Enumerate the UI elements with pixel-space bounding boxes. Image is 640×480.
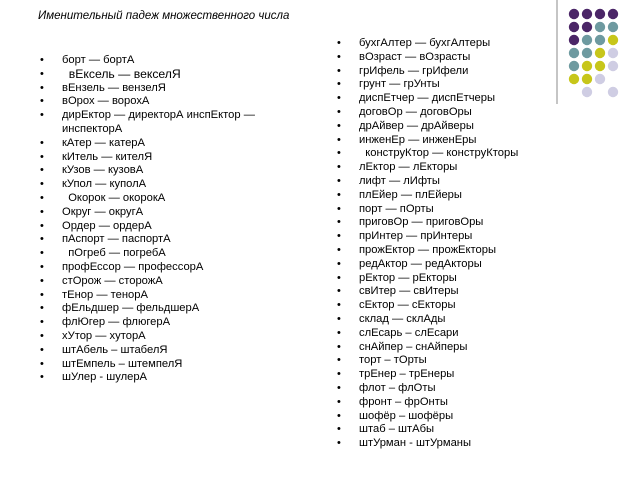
list-item: • вЕнзель — вензелЯ [40, 82, 290, 96]
list-item: • стОрож — сторожА [40, 275, 290, 289]
list-item: • кИтель — кителЯ [40, 151, 290, 165]
list-item: • прИнтер — прИнтеры [337, 230, 537, 244]
list-item: • склад — склАды [337, 313, 537, 327]
list-item: • диспЕтчер — диспЕтчеры [337, 92, 537, 106]
list-item: • борт — бортА [40, 54, 290, 68]
decorative-dot [608, 87, 618, 97]
decorative-dot [582, 22, 592, 32]
list-item: • плЕйер — плЕйеры [337, 189, 537, 203]
decorative-dot [595, 22, 605, 32]
list-item: • тЕнор — тенорА [40, 289, 290, 303]
list-item: • пОгреб — погребА [40, 247, 290, 261]
list-item: • вОрох — ворохА [40, 95, 290, 109]
list-item: • профЕссор — профессорА [40, 261, 290, 275]
list-item: • Ордер — ордерА [40, 220, 290, 234]
list-item: • лифт — лИфты [337, 175, 537, 189]
decorative-dot [569, 22, 579, 32]
list-item: • штУрман - штУрманы [337, 437, 537, 451]
list-item: • приговОр — приговОры [337, 216, 537, 230]
list-item: • торт – тОрты [337, 354, 537, 368]
list-item: • флот – флОты [337, 382, 537, 396]
list-item: • трЕнер – трЕнеры [337, 368, 537, 382]
decorative-dot [595, 48, 605, 58]
decorative-dot [582, 35, 592, 45]
list-item: • Окорок — окорокА [40, 192, 290, 206]
list-item: • слЕсарь – слЕсари [337, 327, 537, 341]
slide-title: Именительный падеж множественного числа [38, 10, 290, 22]
list-item: • бухгАлтер — бухгАлтеры [337, 37, 537, 51]
list-item: • кУзов — кузовА [40, 164, 290, 178]
decorative-dot [608, 61, 618, 71]
decorative-dot [569, 61, 579, 71]
decorative-dot [569, 35, 579, 45]
list-item: • кУпол — куполА [40, 178, 290, 192]
dot-pattern [569, 9, 618, 97]
list-item: • дирЕктор — директорА инспЕктор — инспекторА [40, 109, 290, 137]
list-item: • штЕмпель – штемпелЯ [40, 358, 290, 372]
list-item: • шУлер - шулерА [40, 371, 290, 385]
decorative-dot [569, 74, 579, 84]
decorative-dot [582, 48, 592, 58]
decorative-dot [569, 48, 579, 58]
decorative-dot [569, 9, 579, 19]
decorative-dot [608, 9, 618, 19]
list-item: • лЕктор — лЕкторы [337, 161, 537, 175]
list-item: • инженЕр — инженЕры [337, 134, 537, 148]
decorative-dot [595, 9, 605, 19]
decorative-dot [608, 48, 618, 58]
list-item: • редАктор — редАкторы [337, 258, 537, 272]
decorative-dot [582, 74, 592, 84]
list-item: • договОр — договОры [337, 106, 537, 120]
decorative-dot [582, 9, 592, 19]
list-item: • флЮгер — флюгерА [40, 316, 290, 330]
decorative-dot [595, 74, 605, 84]
decorative-dot [582, 61, 592, 71]
decorative-dot [608, 22, 618, 32]
list-item: • кАтер — катерА [40, 137, 290, 151]
list-item: • конструКтор — конструКторы [337, 147, 537, 161]
list-item: • снАйпер – снАйперы [337, 341, 537, 355]
list-item: • прожЕктор — прожЕкторы [337, 244, 537, 258]
list-item: • Округ — округА [40, 206, 290, 220]
list-item: • порт — пОрты [337, 203, 537, 217]
list-item: • грИфель — грИфели [337, 65, 537, 79]
list-item: • вОзраст — вОзрасты [337, 51, 537, 65]
list-item: • свИтер — свИтеры [337, 285, 537, 299]
list-item: • вЕксель — векселЯ [40, 68, 290, 82]
list-item: • фронт – фрОнты [337, 396, 537, 410]
list-item: • шофёр – шофёры [337, 410, 537, 424]
list-item: • фЕльдшер — фельдшерА [40, 302, 290, 316]
decorative-dot-grid [0, 0, 640, 120]
decorative-dot [595, 35, 605, 45]
list-item: • пАспорт — паспортА [40, 233, 290, 247]
list-item: • штаб – штАбы [337, 423, 537, 437]
decorative-dot [595, 61, 605, 71]
decorative-dot [582, 87, 592, 97]
list-item: • хУтор — хуторА [40, 330, 290, 344]
decorative-dot [608, 35, 618, 45]
list-item: • сЕктор — сЕкторы [337, 299, 537, 313]
list-item: • штАбель – штабелЯ [40, 344, 290, 358]
list-item: • грунт — грУнты [337, 78, 537, 92]
list-item: • рЕктор — рЕкторы [337, 272, 537, 286]
list-item: • дрАйвер — дрАйверы [337, 120, 537, 134]
